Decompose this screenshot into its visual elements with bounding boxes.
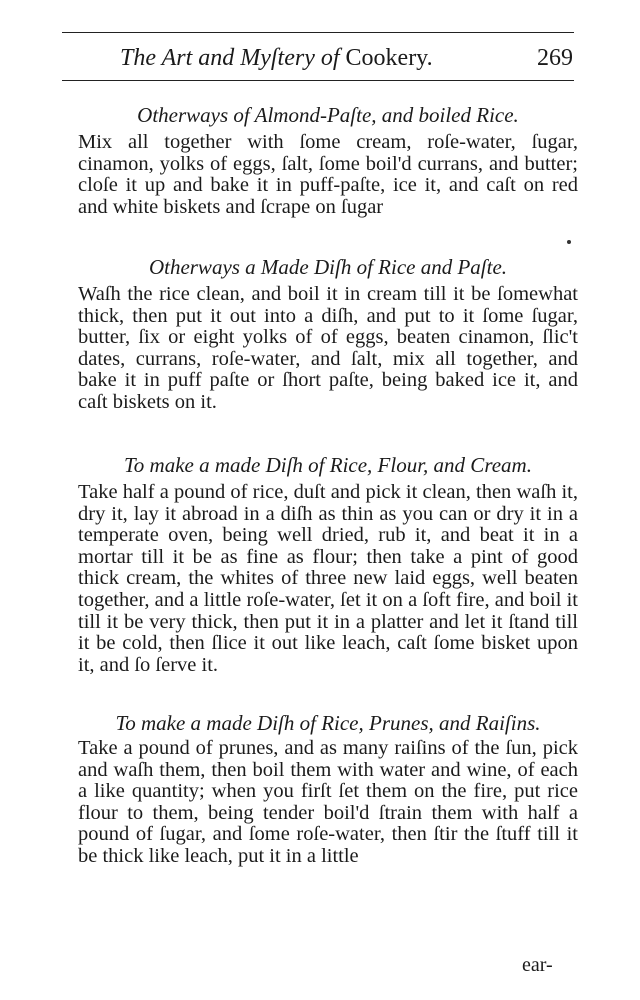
ink-speck bbox=[567, 240, 571, 244]
recipe-title: To make a made Diſh of Rice, Flour, and Cream. bbox=[124, 453, 532, 477]
recipe-text: Waſh the rice clean, and boil it in cream till it be ſomewhat thick, then put it out into a diſh, and put to it ſome ſugar, butter, ſix or eight yolks of of eggs, beaten cinamon, ſlic't dates, currans, roſe-water, and ſalt, mix all together, and bake it in puff paſte or ſhort paſte, being baked ice it, and caſt biskets on it. bbox=[78, 283, 578, 413]
running-title-punct: . bbox=[426, 45, 433, 71]
recipe-text: Take half a pound of rice, duſt and pick it clean, then waſh it, dry it, lay it abroad in a diſh as thin as you can or dry it in a temperate oven, being well dried, rub it, and beat it in a mortar till it be as fine as flour; then take a pint of good thick cream, the whites of three new laid eggs, well beaten together, and a little roſe-water, ſet it on a ſoft fire, and boil it till it be very thick, then put it in a platter and let it ſtand till it be cold, then ſlice it out like leach, caſt ſome bisket upon it, and ſo ſerve it. bbox=[78, 481, 578, 676]
header-rule-top bbox=[62, 32, 574, 33]
running-header bbox=[120, 40, 575, 76]
catchword: ear- bbox=[522, 954, 553, 976]
recipe-section bbox=[78, 710, 578, 868]
recipe-title: Otherways of Almond-Paſte, and boiled Rice. bbox=[137, 103, 519, 127]
recipe-section bbox=[78, 254, 578, 414]
recipe-section bbox=[78, 102, 578, 218]
recipe-section bbox=[78, 452, 578, 676]
header-rule-bottom bbox=[62, 80, 574, 81]
running-title bbox=[120, 40, 433, 76]
recipe-title: To make a made Diſh of Rice, Prunes, and Raiſins. bbox=[115, 711, 541, 735]
running-title-roman: Cookery bbox=[345, 45, 427, 71]
recipe-text: Take a pound of prunes, and as many raiſins of the ſun, pick and waſh them, then boil them with water and wine, of each a like quantity; when you firſt ſet them on the fire, put rice flour to them, being tender boil'd ſtrain them with half a pound of ſugar, and ſome roſe-water, then ſtir the ſtuff till it be thick like leach, put it in a little bbox=[78, 737, 578, 867]
recipe-title: Otherways a Made Diſh of Rice and Paſte. bbox=[148, 255, 508, 279]
page-number: 269 bbox=[537, 45, 573, 71]
running-title-italic: The Art and Myſtery of bbox=[120, 45, 340, 71]
recipe-text: Mix all together with ſome cream, roſe-water, ſugar, cinamon, yolks of eggs, ſalt, ſome boil'd currans, and butter; cloſe it up and bake it in puff-paſte, ice it, and caſt on red and white biskets and ſcrape on ſugar bbox=[78, 131, 578, 218]
